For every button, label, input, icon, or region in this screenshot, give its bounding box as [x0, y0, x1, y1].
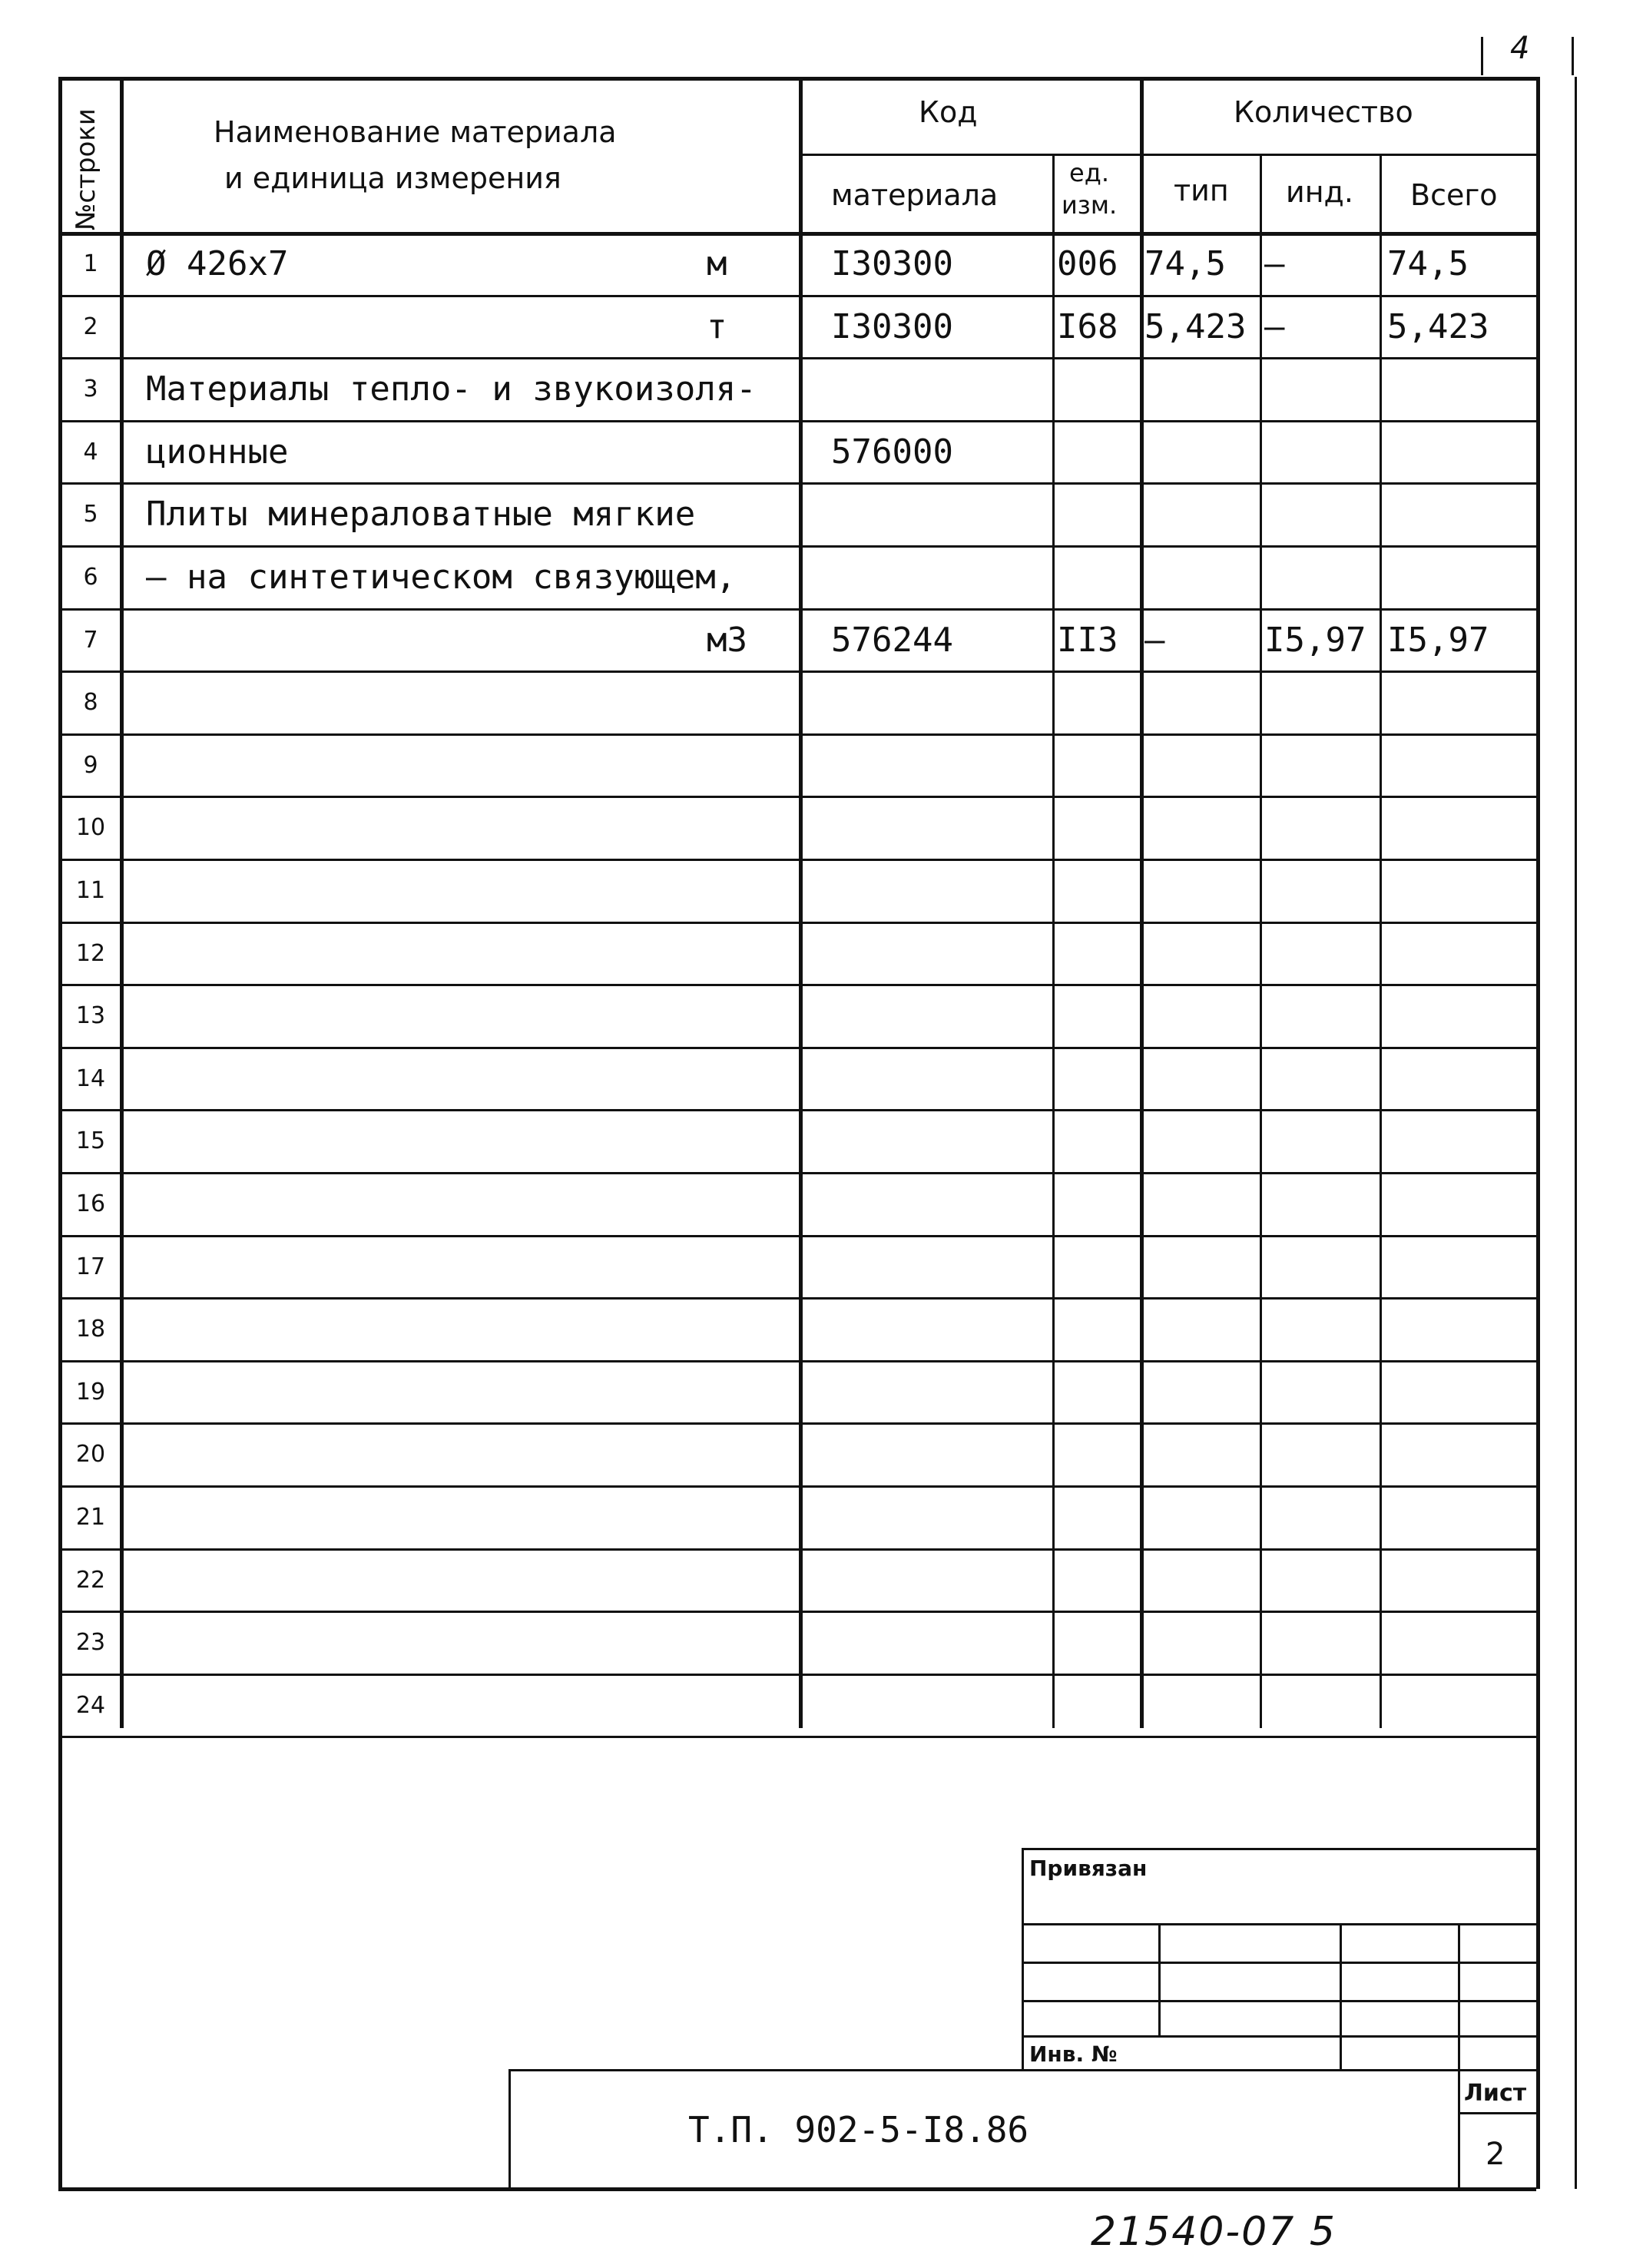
- doc-code: Т.П. 902-5-I8.86: [688, 2109, 1029, 2150]
- row-number: 22: [75, 1566, 106, 1594]
- row-number: 7: [83, 626, 98, 654]
- row-number: 9: [83, 751, 98, 779]
- cell-unit: м3: [707, 620, 747, 660]
- row-number: 10: [75, 814, 106, 842]
- row-line: [58, 357, 1536, 359]
- cell-name: Плиты минераловатные мягкие: [146, 495, 696, 535]
- row-number: 4: [83, 438, 98, 465]
- cell-name: Материалы тепло- и звукоизоля-: [146, 369, 757, 409]
- row-line: [58, 295, 1536, 297]
- row-number: 13: [75, 1002, 106, 1030]
- row-number: 20: [75, 1441, 106, 1468]
- row-number: 23: [75, 1629, 106, 1657]
- cell-unit: м: [707, 244, 727, 283]
- table-top-border: [58, 77, 1536, 81]
- col-divider-rownum: [120, 77, 124, 1728]
- table-bottom-border: [58, 2187, 1536, 2191]
- row-line: [58, 420, 1536, 422]
- cell-ind: I5,97: [1264, 620, 1366, 660]
- row-line: [58, 1172, 1536, 1174]
- col-divider-unit: [1140, 77, 1144, 1728]
- sheet-divider: [1458, 2112, 1536, 2114]
- row-line: [58, 984, 1536, 986]
- row-number: 1: [83, 250, 98, 277]
- row-number: 24: [75, 1691, 106, 1719]
- header-unit-line1: ед.: [1069, 158, 1109, 187]
- cell-ed: I68: [1057, 306, 1118, 346]
- row-number: 16: [75, 1190, 106, 1217]
- row-line: [58, 733, 1536, 736]
- table-right-border: [1536, 77, 1540, 2189]
- row-line: [58, 1422, 1536, 1425]
- row-number: 18: [75, 1316, 106, 1343]
- row-line: [58, 922, 1536, 924]
- cell-total: I5,97: [1387, 620, 1489, 660]
- cell-tip: 5,423: [1144, 306, 1247, 346]
- header-name-line2: и единица измерения: [224, 161, 561, 195]
- header-material: материала: [831, 178, 999, 212]
- cell-unit: т: [707, 306, 727, 346]
- row-line: [58, 670, 1536, 673]
- cell-code: 576244: [831, 620, 953, 660]
- header-ind: инд.: [1286, 175, 1353, 209]
- col-divider-name: [799, 77, 803, 1728]
- archive-number: 21540-07 5: [1091, 2209, 1337, 2255]
- title-block-top: [508, 2069, 1536, 2071]
- top-tick: [1572, 37, 1574, 75]
- row-line: [58, 1674, 1536, 1676]
- row-line: [58, 796, 1536, 798]
- header-mid-line: [799, 154, 1536, 156]
- row-line: [58, 1548, 1536, 1551]
- cell-tip: 74,5: [1144, 244, 1226, 283]
- row-number: 19: [75, 1378, 106, 1405]
- header-total: Всего: [1410, 178, 1498, 212]
- cell-name: Ø 426x7: [146, 244, 289, 283]
- stamp-col: [1340, 1923, 1342, 2069]
- row-number: 12: [75, 939, 106, 967]
- row-line: [58, 1109, 1536, 1111]
- cell-total: 5,423: [1387, 306, 1489, 346]
- header-code: Код: [919, 95, 978, 129]
- sheet-number: 2: [1486, 2137, 1505, 2172]
- header-quantity: Количество: [1234, 95, 1413, 129]
- row-number: 15: [75, 1127, 106, 1155]
- cell-name: ционные: [146, 432, 289, 472]
- cell-name: – на синтетическом связующем,: [146, 558, 737, 597]
- col-divider-type: [1260, 154, 1262, 1728]
- header-bottom-line: [58, 232, 1536, 236]
- cell-code: 576000: [831, 432, 953, 472]
- cell-tip: –: [1144, 620, 1165, 660]
- cell-ed: II3: [1057, 620, 1118, 660]
- stamp-col: [1458, 1923, 1460, 2189]
- stamp-inv-label: Инв. №: [1029, 2041, 1118, 2067]
- cell-ind: –: [1264, 244, 1285, 283]
- row-number: 3: [83, 376, 98, 403]
- cell-code: I30300: [831, 244, 953, 283]
- row-number: 17: [75, 1253, 106, 1280]
- sheet-label: Лист: [1464, 2080, 1527, 2107]
- row-line: [58, 1047, 1536, 1049]
- stamp-top-line: [1022, 1848, 1536, 1850]
- stamp-bound-label: Привязан: [1029, 1856, 1148, 1881]
- row-number: 8: [83, 689, 98, 717]
- col-divider-ind: [1380, 154, 1382, 1728]
- outer-margin-line: [1575, 77, 1577, 2189]
- row-number: 2: [83, 313, 98, 340]
- row-line: [58, 608, 1536, 611]
- row-line: [58, 482, 1536, 485]
- header-row-no: №строки: [71, 108, 101, 230]
- row-number: 11: [75, 877, 106, 904]
- row-line: [58, 1611, 1536, 1613]
- row-number: 5: [83, 501, 98, 528]
- page-marker: 4: [1510, 31, 1532, 66]
- header-unit-line2: изм.: [1062, 190, 1118, 220]
- cell-ind: –: [1264, 306, 1285, 346]
- col-divider-code: [1052, 154, 1055, 1728]
- stamp-col: [1158, 1923, 1161, 2035]
- row-line: [58, 1485, 1536, 1488]
- cell-code: I30300: [831, 306, 953, 346]
- header-type: тип: [1174, 174, 1229, 207]
- title-block-left: [508, 2069, 511, 2189]
- row-number: 14: [75, 1064, 106, 1092]
- row-line: [58, 859, 1536, 861]
- row-line: [58, 1235, 1536, 1237]
- row-line: [58, 1736, 1536, 1738]
- row-line: [58, 1297, 1536, 1300]
- cell-ed: 006: [1057, 244, 1118, 283]
- row-line: [58, 1360, 1536, 1362]
- header-name-line1: Наименование материала: [214, 115, 617, 149]
- row-line: [58, 545, 1536, 548]
- row-number: 6: [83, 564, 98, 591]
- cell-total: 74,5: [1387, 244, 1469, 283]
- top-tick: [1481, 37, 1483, 75]
- row-number: 21: [75, 1504, 106, 1531]
